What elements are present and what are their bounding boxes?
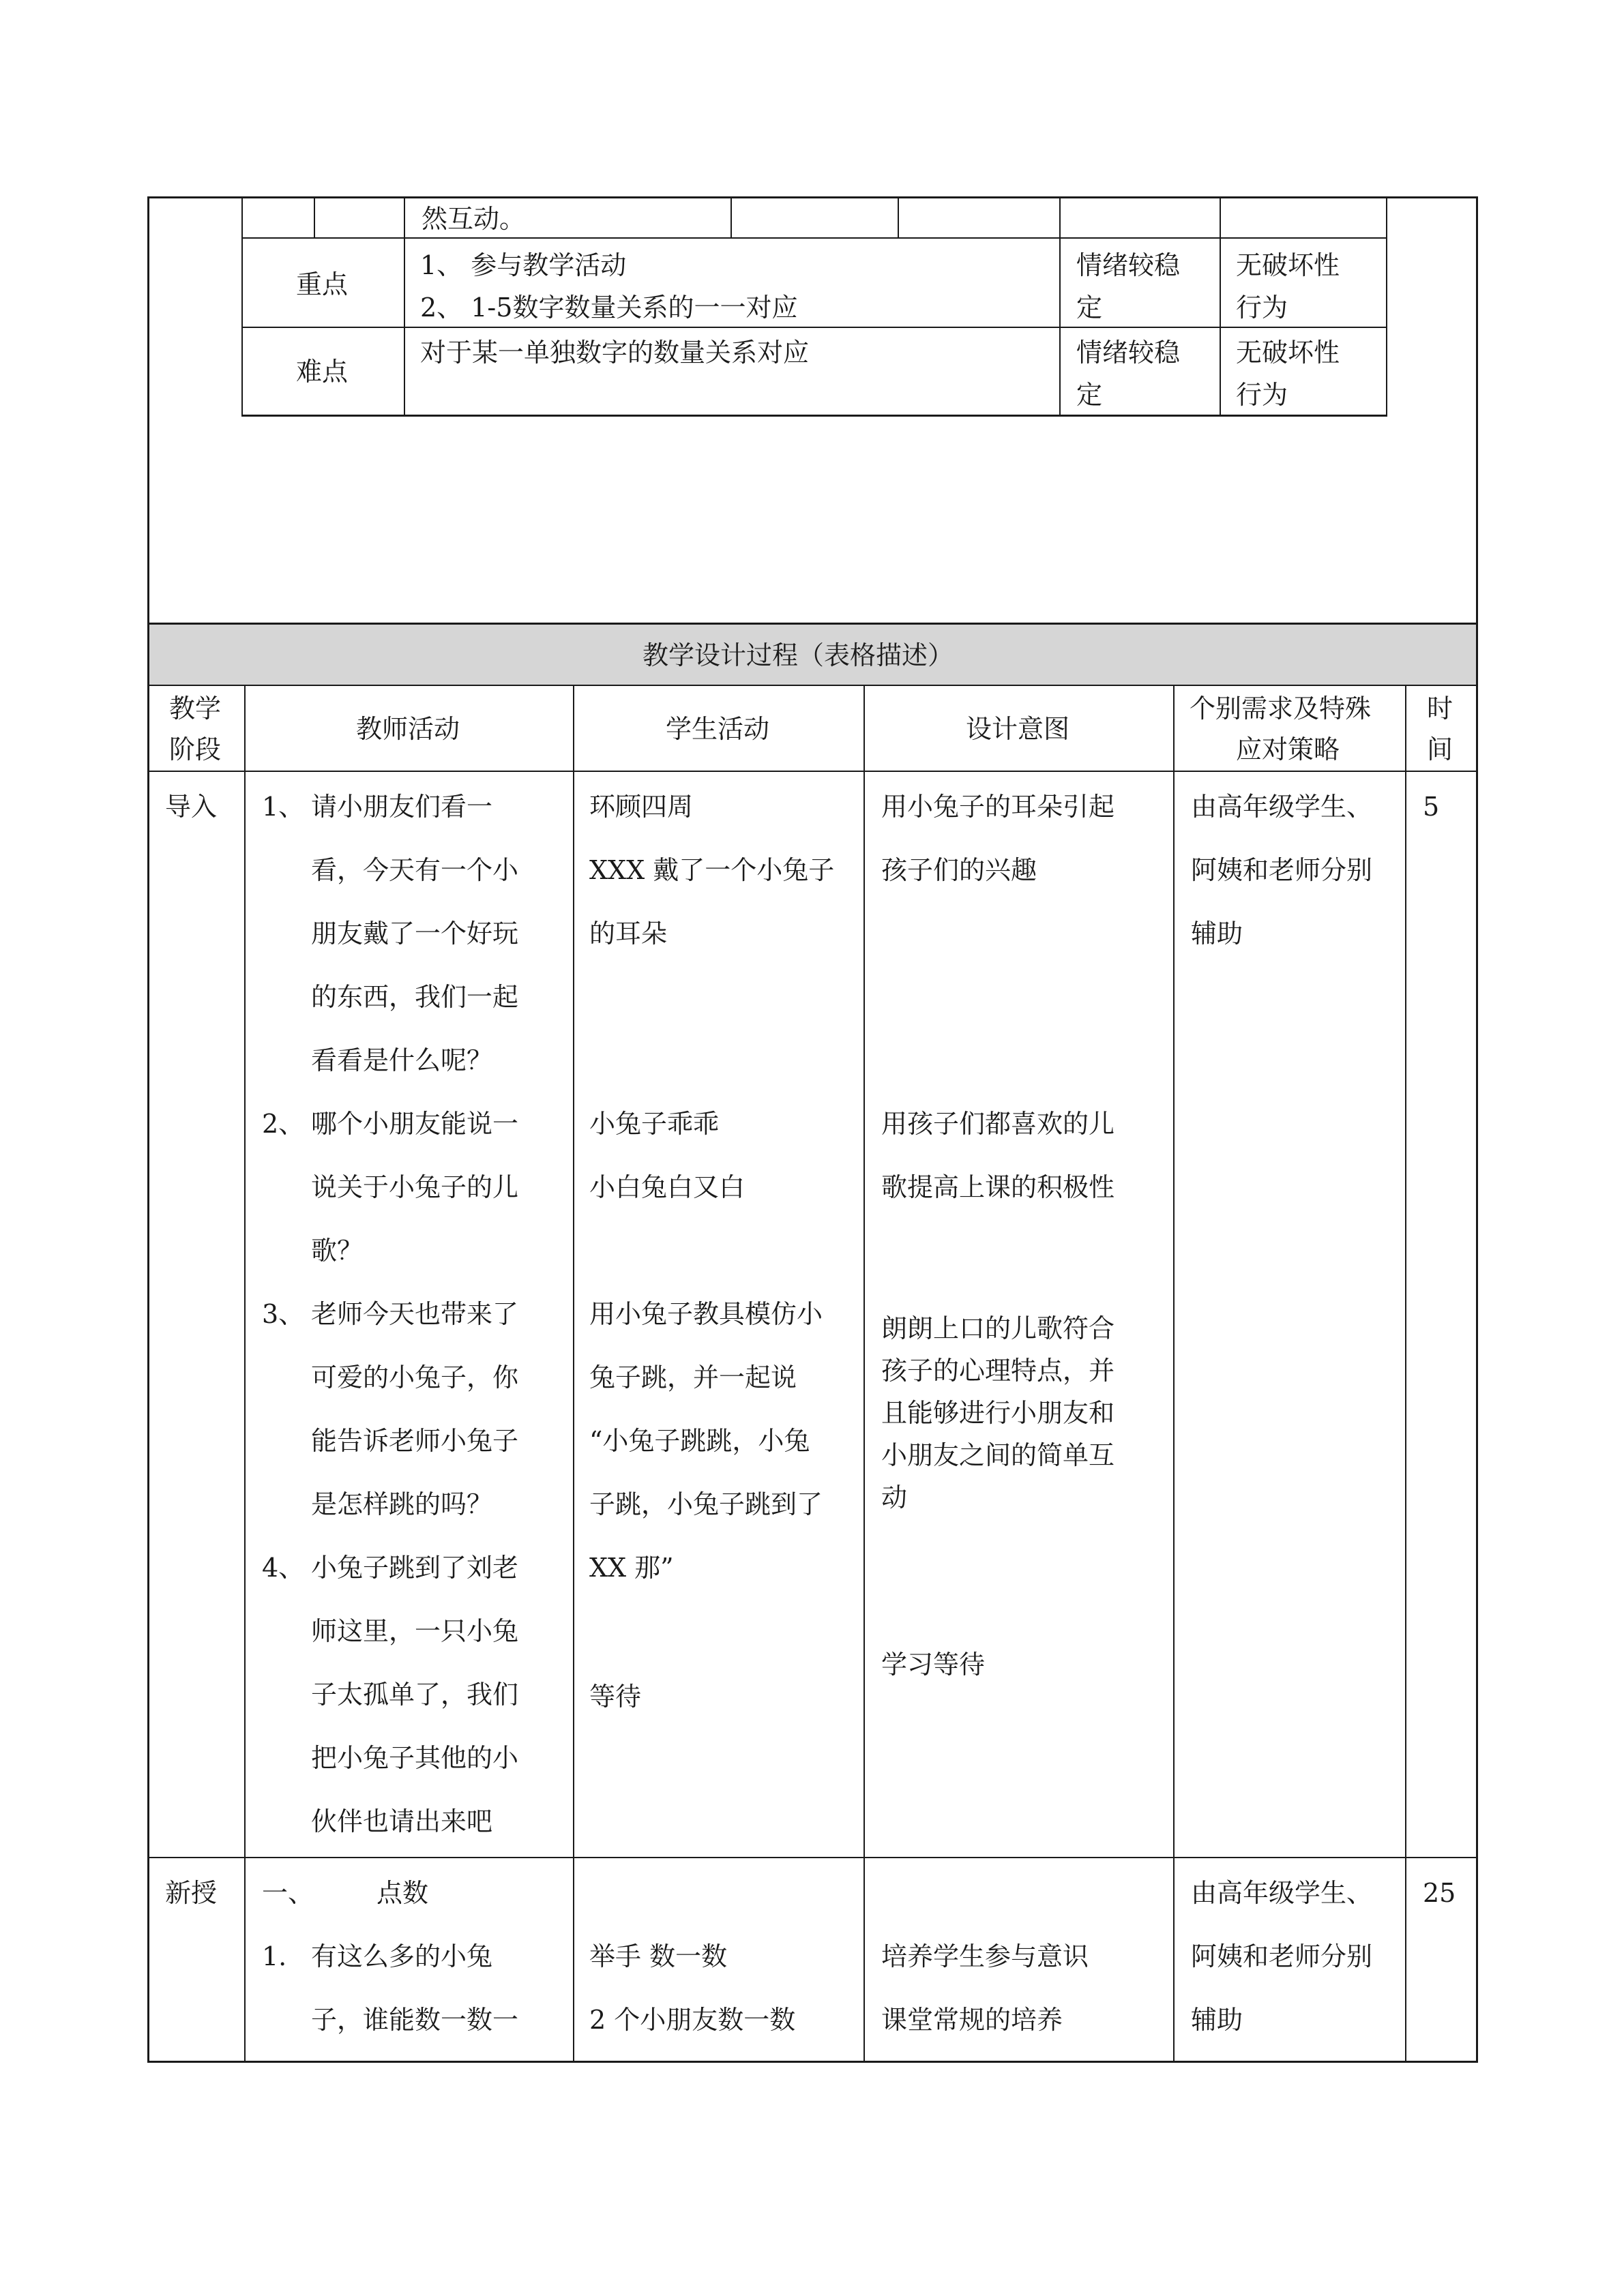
teacher-item-1-line: 的东西，我们一起 — [311, 982, 519, 1012]
student-text: XXX 戴了一个小兔子 — [589, 855, 835, 885]
new-heading: 点数 — [377, 1878, 429, 1908]
design-text: 孩子们的兴趣 — [881, 855, 1037, 885]
header-design: 设计意图 — [966, 714, 1070, 744]
teacher-item-3-line: 老师今天也带来了 — [311, 1299, 519, 1329]
key-point-label: 重点 — [296, 269, 349, 299]
difficulty-behavior-1: 无破坏性 — [1236, 338, 1340, 368]
outer-left-border — [147, 196, 149, 2063]
process-title: 教学设计过程（表格描述） — [643, 640, 954, 670]
teacher-item-4-line: 小兔子跳到了刘老 — [311, 1553, 519, 1583]
teacher-item-4-line: 子太孤单了，我们 — [311, 1680, 519, 1710]
teacher-item-1-line: 请小朋友们看一 — [311, 792, 493, 822]
intro-stage: 导入 — [165, 792, 218, 822]
student-text: 小白兔白又白 — [589, 1172, 745, 1202]
key-point-emotion-1: 情绪较稳 — [1076, 250, 1181, 280]
header-stage-1: 教学 — [169, 694, 222, 724]
teacher-item-1-line: 朋友戴了一个好玩 — [311, 919, 519, 949]
difficulty-emotion-1: 情绪较稳 — [1076, 338, 1181, 368]
intro-time: 5 — [1423, 792, 1440, 822]
teacher-item-1-line: 看看是什么呢？ — [311, 1045, 493, 1075]
new-item-num: 1. — [262, 1941, 287, 1971]
design-text: 孩子的心理特点，并 — [881, 1356, 1115, 1386]
new-student-text: 2 个小朋友数一数 — [589, 2005, 796, 2035]
new-heading-num: 一、 — [262, 1878, 314, 1908]
design-text: 动 — [881, 1482, 908, 1512]
design-text: 朗朗上口的儿歌符合 — [881, 1313, 1115, 1343]
teacher-item-2-num: 2、 — [262, 1109, 305, 1139]
needs-text: 阿姨和老师分别 — [1191, 855, 1373, 885]
difficulty-emotion-2: 定 — [1076, 380, 1103, 410]
new-stage: 新授 — [165, 1878, 218, 1908]
teacher-item-4-line: 师这里，一只小兔 — [311, 1616, 519, 1646]
student-text: 兔子跳，并一起说 — [589, 1362, 797, 1392]
teacher-item-3-num: 3、 — [262, 1299, 305, 1329]
design-text: 且能够进行小朋友和 — [881, 1398, 1115, 1428]
header-needs-2: 应对策略 — [1236, 734, 1340, 764]
needs-text: 由高年级学生、 — [1191, 792, 1373, 822]
new-design-text: 课堂常规的培养 — [881, 2005, 1063, 2035]
teacher-item-4-line: 把小兔子其他的小 — [311, 1743, 519, 1773]
student-text: 环顾四周 — [589, 792, 694, 822]
key-point-behavior-2: 行为 — [1236, 293, 1288, 323]
key-point-line-2: 2、 1-5数字数量关系的一一对应 — [420, 293, 798, 323]
outer-bottom-border — [147, 2061, 1478, 2063]
outer-right-border — [1476, 196, 1478, 2063]
teacher-item-2-line: 哪个小朋友能说一 — [311, 1109, 519, 1139]
difficulty-behavior-2: 行为 — [1236, 380, 1288, 410]
new-item-line: 有这么多的小兔 — [311, 1941, 493, 1971]
student-text: 子跳，小兔子跳到了 — [589, 1489, 823, 1519]
header-student: 学生活动 — [666, 714, 770, 744]
header-teacher: 教师活动 — [356, 714, 460, 744]
key-point-line-1: 1、 参与教学活动 — [420, 250, 627, 280]
teacher-item-2-line: 歌？ — [311, 1236, 364, 1266]
teacher-item-1-num: 1、 — [262, 792, 305, 822]
outer-top-border — [147, 196, 1478, 198]
continuation-text: 然互动。 — [422, 204, 526, 234]
teacher-item-3-line: 是怎样跳的吗？ — [311, 1489, 493, 1519]
needs-text: 辅助 — [1191, 919, 1243, 949]
student-text: 等待 — [589, 1682, 642, 1712]
student-text: XX 那” — [589, 1553, 674, 1583]
teacher-item-3-line: 可爱的小兔子，你 — [311, 1362, 519, 1392]
teacher-item-2-line: 说关于小兔子的儿 — [311, 1172, 519, 1202]
teacher-item-3-line: 能告诉老师小兔子 — [311, 1426, 519, 1456]
new-student-text: 举手 数一数 — [589, 1941, 728, 1971]
student-text: “小兔子跳跳，小兔 — [589, 1426, 810, 1456]
teacher-item-4-line: 伙伴也请出来吧 — [311, 1806, 493, 1836]
difficulty-line-1: 对于某一单独数字的数量关系对应 — [420, 338, 810, 368]
new-needs-text: 阿姨和老师分别 — [1191, 1941, 1373, 1971]
new-design-text: 培养学生参与意识 — [881, 1941, 1089, 1971]
student-text: 小兔子乖乖 — [589, 1109, 720, 1139]
design-text: 歌提高上课的积极性 — [881, 1172, 1115, 1202]
teacher-item-4-num: 4、 — [262, 1553, 305, 1583]
design-text: 学习等待 — [881, 1650, 986, 1680]
header-time-1: 时 — [1427, 694, 1453, 724]
key-point-behavior-1: 无破坏性 — [1236, 250, 1340, 280]
design-text: 小朋友之间的简单互 — [881, 1440, 1115, 1470]
new-time: 25 — [1423, 1878, 1456, 1908]
new-needs-text: 辅助 — [1191, 2005, 1243, 2035]
new-needs-text: 由高年级学生、 — [1191, 1878, 1373, 1908]
design-text: 用小兔子的耳朵引起 — [881, 792, 1115, 822]
header-needs-1: 个别需求及特殊 — [1190, 694, 1372, 724]
header-stage-2: 阶段 — [169, 734, 222, 764]
difficulty-label: 难点 — [296, 357, 349, 387]
header-time-2: 间 — [1427, 734, 1453, 764]
student-text: 的耳朵 — [589, 919, 668, 949]
student-text: 用小兔子教具模仿小 — [589, 1299, 823, 1329]
design-text: 用孩子们都喜欢的儿 — [881, 1109, 1115, 1139]
new-item-line: 子，谁能数一数一 — [311, 2005, 519, 2035]
key-point-emotion-2: 定 — [1076, 293, 1103, 323]
teacher-item-1-line: 看，今天有一个小 — [311, 855, 519, 885]
